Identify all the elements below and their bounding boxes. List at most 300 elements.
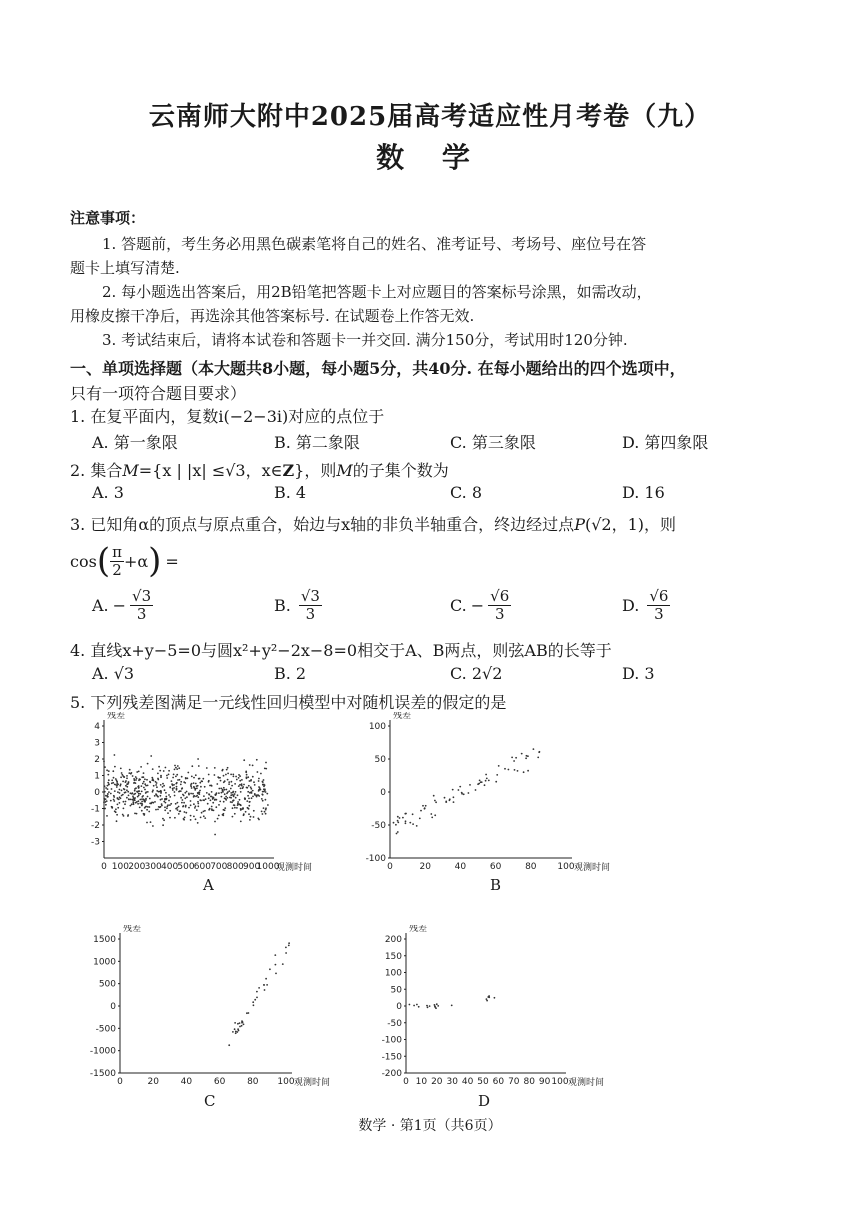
data-point bbox=[154, 795, 156, 797]
data-point bbox=[224, 789, 226, 791]
y-tick-label: 4 bbox=[94, 722, 100, 732]
q3-option-c-den: 3 bbox=[494, 605, 505, 623]
data-point bbox=[117, 784, 119, 786]
data-point bbox=[138, 787, 140, 789]
data-point bbox=[263, 984, 265, 986]
data-point bbox=[436, 1003, 438, 1005]
data-point bbox=[479, 780, 481, 782]
data-point bbox=[143, 813, 145, 815]
q2-stem-a: 2. 集合 bbox=[70, 461, 123, 480]
data-point bbox=[178, 791, 180, 793]
q3-stem-c: (√2，1)，则 bbox=[584, 515, 676, 534]
q3-option-a-sign: − bbox=[112, 596, 127, 615]
data-point bbox=[195, 796, 197, 798]
data-point bbox=[163, 801, 165, 803]
y-tick-label: 0 bbox=[110, 1002, 116, 1012]
data-point bbox=[208, 797, 210, 799]
data-point bbox=[187, 772, 189, 774]
data-point bbox=[155, 784, 157, 786]
data-point bbox=[111, 779, 113, 781]
data-point bbox=[115, 778, 117, 780]
section-heading-line1: 一、单项选择题（本大题共8小题，每小题5分，共40分. 在每小题给出的四个选项中， bbox=[70, 359, 686, 378]
data-point bbox=[262, 800, 264, 802]
data-point bbox=[412, 823, 414, 825]
data-point bbox=[225, 799, 227, 801]
data-point bbox=[235, 1031, 237, 1033]
data-point bbox=[164, 806, 166, 808]
data-point bbox=[106, 800, 108, 802]
data-point bbox=[131, 793, 133, 795]
data-point bbox=[173, 774, 175, 776]
q3-option-a bbox=[92, 588, 153, 623]
data-point bbox=[256, 991, 258, 993]
data-point bbox=[120, 797, 122, 799]
data-point bbox=[262, 781, 264, 783]
data-point bbox=[132, 795, 134, 797]
data-point bbox=[430, 813, 432, 815]
x-tick-label: 100 bbox=[111, 862, 129, 872]
data-point bbox=[237, 801, 239, 803]
y-axis-label: 残差 bbox=[123, 925, 142, 934]
data-point bbox=[197, 796, 199, 798]
data-point bbox=[191, 776, 193, 778]
data-point bbox=[164, 789, 166, 791]
data-point bbox=[288, 942, 290, 944]
y-tick-label: 2 bbox=[94, 755, 100, 765]
data-point bbox=[434, 814, 436, 816]
data-point bbox=[511, 757, 513, 759]
data-point bbox=[240, 788, 242, 790]
data-point bbox=[252, 796, 254, 798]
data-point bbox=[194, 789, 196, 791]
data-point bbox=[230, 792, 232, 794]
data-point bbox=[180, 790, 182, 792]
data-point bbox=[402, 817, 404, 819]
data-point bbox=[149, 803, 151, 805]
q3-stem-b: P bbox=[574, 515, 585, 534]
data-point bbox=[182, 806, 184, 808]
data-point bbox=[223, 775, 225, 777]
data-point bbox=[214, 834, 216, 836]
x-tick-label: 800 bbox=[226, 862, 244, 872]
data-point bbox=[211, 806, 213, 808]
data-point bbox=[147, 763, 149, 765]
data-point bbox=[162, 824, 164, 826]
data-point bbox=[239, 775, 241, 777]
y-tick-label: 3 bbox=[94, 738, 100, 749]
y-tick-label: -3 bbox=[91, 837, 100, 848]
data-point bbox=[435, 1007, 437, 1009]
data-point bbox=[104, 791, 106, 793]
data-point bbox=[111, 788, 113, 790]
data-point bbox=[136, 813, 138, 815]
x-tick-label: 300 bbox=[144, 862, 162, 872]
data-point bbox=[480, 781, 482, 783]
data-point bbox=[157, 779, 159, 781]
data-point bbox=[468, 792, 470, 794]
data-point bbox=[133, 803, 135, 805]
data-point bbox=[197, 822, 199, 824]
data-point bbox=[110, 793, 112, 795]
data-point bbox=[121, 790, 123, 792]
data-point bbox=[158, 806, 160, 808]
data-point bbox=[218, 815, 220, 817]
data-point bbox=[258, 789, 260, 791]
data-point bbox=[427, 1007, 429, 1009]
data-point bbox=[159, 770, 161, 772]
data-point bbox=[422, 805, 424, 807]
data-point bbox=[218, 792, 220, 794]
data-point bbox=[148, 811, 150, 813]
data-point bbox=[111, 806, 113, 808]
x-tick-label: 20 bbox=[419, 862, 431, 872]
data-point bbox=[257, 771, 259, 773]
data-point bbox=[253, 1004, 255, 1006]
data-point bbox=[152, 791, 154, 793]
data-point bbox=[138, 793, 140, 795]
data-point bbox=[224, 797, 226, 799]
data-point bbox=[224, 793, 226, 795]
data-point bbox=[537, 757, 539, 759]
data-point bbox=[129, 769, 131, 771]
data-point bbox=[127, 814, 129, 816]
data-point bbox=[267, 804, 269, 806]
data-point bbox=[224, 780, 226, 782]
data-point bbox=[190, 815, 192, 817]
data-point bbox=[175, 803, 177, 805]
data-point bbox=[221, 796, 223, 798]
data-point bbox=[184, 782, 186, 784]
data-point bbox=[190, 819, 192, 821]
notice-heading: 注意事项： bbox=[70, 209, 146, 227]
data-point bbox=[201, 780, 203, 782]
data-point bbox=[238, 777, 240, 779]
q3-option-b-frac bbox=[299, 588, 322, 623]
q1-option-d: D. 第四象限 bbox=[622, 433, 709, 452]
x-tick-label: 100 bbox=[551, 1077, 569, 1087]
data-point bbox=[107, 788, 109, 790]
data-point bbox=[416, 1004, 418, 1006]
data-point bbox=[153, 780, 155, 782]
data-point bbox=[212, 798, 214, 800]
data-point bbox=[143, 772, 145, 774]
data-point bbox=[204, 810, 206, 812]
data-point bbox=[180, 797, 182, 799]
data-point bbox=[149, 806, 151, 808]
data-point bbox=[134, 788, 136, 790]
data-point bbox=[120, 783, 122, 785]
data-point bbox=[116, 814, 118, 816]
data-point bbox=[224, 809, 226, 811]
data-point bbox=[525, 757, 527, 759]
data-point bbox=[250, 779, 252, 781]
data-point bbox=[504, 768, 506, 770]
data-point bbox=[254, 784, 256, 786]
data-point bbox=[250, 816, 252, 818]
data-point bbox=[458, 789, 460, 791]
data-point bbox=[135, 779, 137, 781]
data-point bbox=[240, 804, 242, 806]
notice-item-2: 2. 每小题选出答案后，用2B铅笔把答题卡上对应题目的答案标号涂黑，如需改动， bbox=[102, 283, 652, 301]
x-tick-label: 0 bbox=[117, 1077, 123, 1087]
data-point bbox=[256, 997, 258, 999]
data-point bbox=[282, 963, 284, 965]
data-point bbox=[149, 798, 151, 800]
data-point bbox=[485, 780, 487, 782]
data-point bbox=[141, 785, 143, 787]
data-point bbox=[168, 800, 170, 802]
data-point bbox=[107, 796, 109, 798]
data-point bbox=[141, 805, 143, 807]
data-point bbox=[200, 817, 202, 819]
data-point bbox=[241, 1025, 243, 1027]
data-point bbox=[185, 806, 187, 808]
data-point bbox=[126, 786, 128, 788]
data-point bbox=[119, 802, 121, 804]
data-point bbox=[107, 774, 109, 776]
data-point bbox=[196, 787, 198, 789]
data-point bbox=[222, 814, 224, 816]
data-point bbox=[234, 813, 236, 815]
x-tick-label: 700 bbox=[210, 862, 228, 872]
y-tick-label: -100 bbox=[365, 854, 386, 864]
data-point bbox=[412, 813, 414, 815]
q3-paren-open: ( bbox=[96, 541, 111, 581]
q3-option-b-den: 3 bbox=[305, 605, 316, 623]
data-point bbox=[113, 777, 115, 779]
data-point bbox=[163, 785, 165, 787]
data-point bbox=[228, 783, 230, 785]
data-point bbox=[117, 804, 119, 806]
x-axis-label: 观测时间 bbox=[574, 863, 611, 873]
data-point bbox=[274, 954, 276, 956]
data-point bbox=[114, 754, 116, 756]
data-point bbox=[160, 776, 162, 778]
x-tick-label: 60 bbox=[492, 1077, 505, 1087]
data-point bbox=[252, 790, 254, 792]
data-point bbox=[162, 783, 164, 785]
q3-option-c-frac bbox=[488, 588, 511, 623]
data-point bbox=[110, 800, 112, 802]
data-point bbox=[138, 771, 140, 773]
data-point bbox=[523, 771, 525, 773]
data-point bbox=[409, 822, 411, 824]
data-point bbox=[477, 783, 479, 785]
q3-plus-alpha: +α bbox=[123, 551, 149, 571]
data-point bbox=[147, 796, 149, 798]
data-point bbox=[264, 768, 266, 770]
x-tick-label: 70 bbox=[508, 1077, 520, 1087]
data-point bbox=[161, 798, 163, 800]
data-point bbox=[453, 801, 455, 803]
data-point bbox=[126, 777, 128, 779]
data-point bbox=[452, 789, 454, 791]
data-point bbox=[190, 800, 192, 802]
data-point bbox=[175, 776, 177, 778]
data-point bbox=[227, 773, 229, 775]
x-tick-label: 40 bbox=[454, 862, 467, 872]
data-point bbox=[113, 796, 115, 798]
data-point bbox=[451, 1005, 453, 1007]
data-point bbox=[264, 989, 266, 991]
data-point bbox=[152, 768, 154, 770]
data-point bbox=[171, 780, 173, 782]
data-point bbox=[275, 964, 277, 966]
data-point bbox=[126, 789, 128, 791]
y-tick-label: 0 bbox=[380, 788, 386, 798]
data-point bbox=[117, 791, 119, 793]
data-point bbox=[141, 791, 143, 793]
data-point bbox=[174, 795, 176, 797]
question-4-stem: 4. 直线x+y−5=0与圆x²+y²−2x−8=0相交于A、B两点，则弦AB的长等于 bbox=[70, 641, 612, 660]
data-point bbox=[220, 788, 222, 790]
data-point bbox=[192, 793, 194, 795]
data-point bbox=[204, 817, 206, 819]
data-point bbox=[405, 822, 407, 824]
data-point bbox=[141, 801, 143, 803]
y-tick-label: 1 bbox=[94, 771, 100, 782]
data-point bbox=[162, 818, 164, 820]
x-tick-label: 60 bbox=[213, 1077, 226, 1087]
data-point bbox=[164, 809, 166, 811]
q2-stem-b: M bbox=[122, 461, 139, 480]
data-point bbox=[200, 800, 202, 802]
data-point bbox=[154, 801, 156, 803]
data-point bbox=[122, 794, 124, 796]
question-1-stem: 1. 在复平面内，复数i(−2−3i)对应的点位于 bbox=[70, 407, 385, 426]
data-point bbox=[204, 786, 206, 788]
data-point bbox=[275, 973, 277, 975]
data-point bbox=[508, 769, 510, 771]
data-point bbox=[261, 811, 263, 813]
notice-item-2-cont: 用橡皮擦干净后，再选涂其他答案标号. 在试题卷上作答无效. bbox=[70, 307, 475, 325]
residual-plot-b bbox=[362, 712, 642, 874]
data-point bbox=[207, 803, 209, 805]
data-point bbox=[182, 799, 184, 801]
y-axis-label: 残差 bbox=[107, 712, 126, 721]
data-point bbox=[114, 810, 116, 812]
data-point bbox=[143, 787, 145, 789]
q3-option-b bbox=[274, 588, 322, 623]
y-tick-label: -200 bbox=[381, 1069, 402, 1079]
data-point bbox=[181, 787, 183, 789]
data-point bbox=[104, 785, 106, 787]
data-point bbox=[237, 1028, 239, 1030]
y-tick-label: -150 bbox=[381, 1052, 402, 1063]
data-point bbox=[156, 786, 158, 788]
data-point bbox=[231, 801, 233, 803]
data-point bbox=[125, 781, 127, 783]
data-point bbox=[434, 800, 436, 802]
data-point bbox=[155, 781, 157, 783]
data-point bbox=[266, 793, 268, 795]
data-point bbox=[515, 757, 517, 759]
data-point bbox=[285, 952, 287, 954]
data-point bbox=[191, 765, 193, 767]
data-point bbox=[202, 799, 204, 801]
y-tick-label: -1000 bbox=[89, 1046, 116, 1057]
data-point bbox=[128, 799, 130, 801]
q3-option-d-num: √6 bbox=[649, 587, 669, 605]
data-point bbox=[233, 804, 235, 806]
q3-option-c-label: C. bbox=[450, 596, 467, 615]
data-point bbox=[177, 802, 179, 804]
data-point bbox=[206, 792, 208, 794]
data-point bbox=[190, 804, 192, 806]
data-point bbox=[285, 947, 287, 949]
data-point bbox=[151, 802, 153, 804]
y-tick-label: 500 bbox=[98, 979, 116, 990]
q3-stem-a: 3. 已知角α的顶点与原点重合，始边与x轴的非负半轴重合，终边经过点 bbox=[70, 515, 575, 534]
data-point bbox=[533, 748, 535, 750]
data-point bbox=[201, 812, 203, 814]
data-point bbox=[399, 817, 401, 819]
data-point bbox=[227, 767, 229, 769]
data-point bbox=[261, 793, 263, 795]
data-point bbox=[453, 796, 455, 798]
data-point bbox=[258, 778, 260, 780]
data-point bbox=[222, 769, 224, 771]
y-tick-label: -50 bbox=[371, 821, 386, 831]
data-point bbox=[248, 798, 250, 800]
data-point bbox=[424, 807, 426, 809]
data-point bbox=[258, 819, 260, 821]
data-point bbox=[210, 796, 212, 798]
data-point bbox=[157, 796, 159, 798]
data-point bbox=[225, 796, 227, 798]
data-point bbox=[165, 796, 167, 798]
data-point bbox=[249, 792, 251, 794]
residual-plot-c bbox=[80, 925, 350, 1090]
data-point bbox=[166, 806, 168, 808]
data-point bbox=[130, 805, 132, 807]
data-point bbox=[149, 781, 151, 783]
data-point bbox=[117, 797, 119, 799]
data-point bbox=[105, 798, 107, 800]
data-point bbox=[178, 767, 180, 769]
data-point bbox=[244, 798, 246, 800]
data-point bbox=[475, 789, 477, 791]
y-axis-label: 残差 bbox=[393, 712, 412, 721]
data-point bbox=[395, 824, 397, 826]
data-point bbox=[145, 792, 147, 794]
data-point bbox=[234, 783, 236, 785]
data-point bbox=[160, 784, 162, 786]
data-point bbox=[265, 813, 267, 815]
data-point bbox=[239, 1022, 241, 1024]
data-point bbox=[418, 1006, 420, 1008]
data-point bbox=[104, 808, 106, 810]
data-point bbox=[224, 807, 226, 809]
data-point bbox=[246, 776, 248, 778]
data-point bbox=[469, 784, 471, 786]
data-point bbox=[144, 778, 146, 780]
q3-option-d bbox=[622, 588, 670, 623]
data-point bbox=[258, 780, 260, 782]
data-point bbox=[134, 779, 136, 781]
q3-pi-over-2 bbox=[110, 544, 124, 579]
data-point bbox=[226, 769, 228, 771]
data-point bbox=[243, 759, 245, 761]
data-point bbox=[167, 812, 169, 814]
data-point bbox=[238, 803, 240, 805]
q2-stem-f: M bbox=[336, 461, 353, 480]
data-point bbox=[199, 790, 201, 792]
data-point bbox=[247, 795, 249, 797]
data-point bbox=[243, 1023, 245, 1025]
data-point bbox=[181, 776, 183, 778]
data-point bbox=[195, 818, 197, 820]
